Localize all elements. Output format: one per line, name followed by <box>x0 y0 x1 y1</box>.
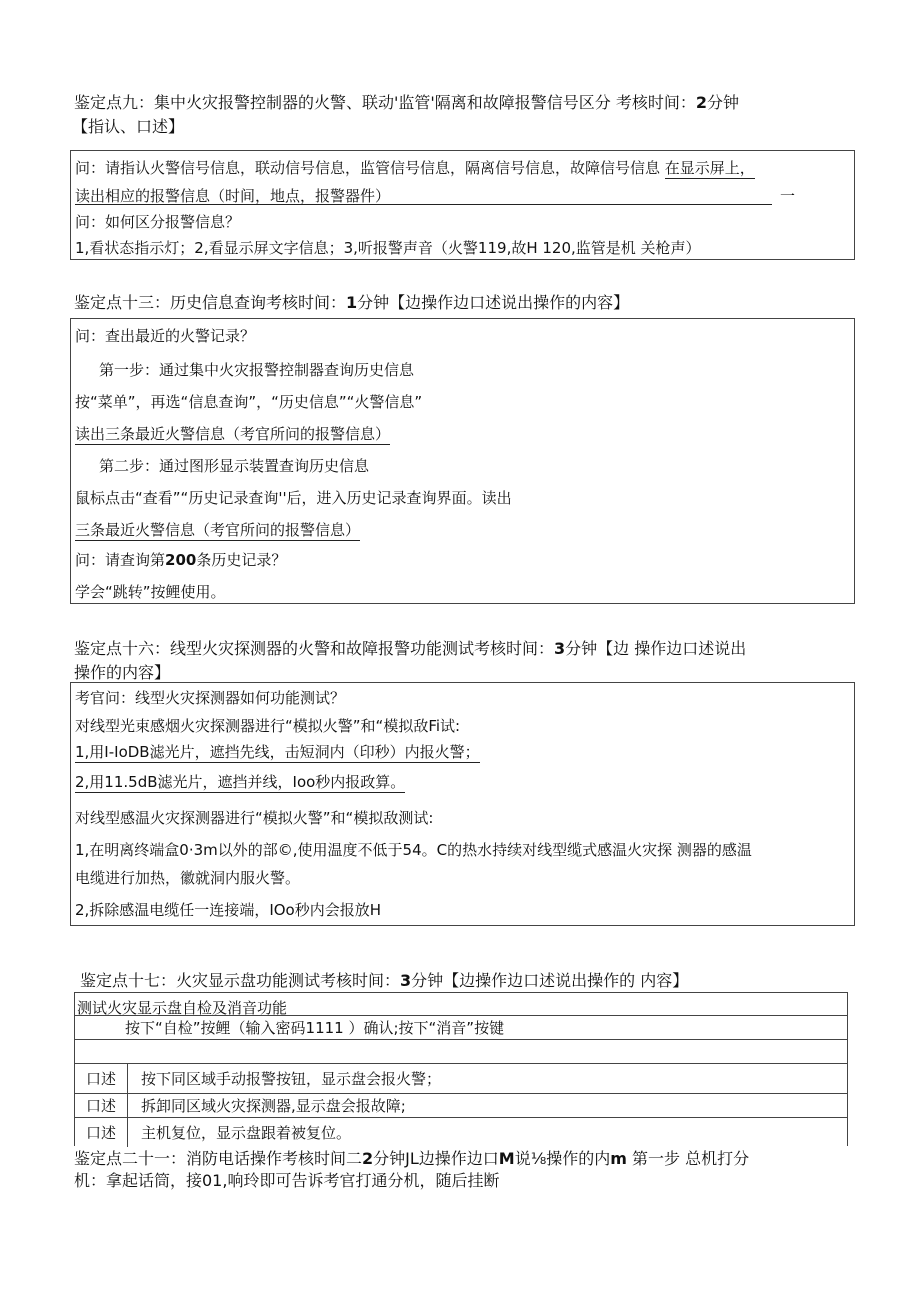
s17-row-1: 测试火灾显示盘自检及消音功能 <box>77 999 288 1017</box>
s13-line-4: 读出三条最近火警信息（考官所问的报警信息） <box>75 425 391 443</box>
s17-row-3 <box>75 1039 847 1063</box>
s9-line-1: 问：请指认火警信号信息，联动信号信息，监管信号信息，隔离信号信息，故障信号信息 在显示屏上， <box>75 159 755 177</box>
s13-line-3: 按“菜单”，再选“信息查询”，“历史信息”“火警信息” <box>75 393 423 411</box>
s16-line-7: 电缆进行加热，徽就洞内服火警。 <box>75 869 301 887</box>
s13-line-2: 第一步：通过集中火灾报警控制器查询历史信息 <box>99 361 415 379</box>
s17-row-tag-3: 口述 主机复位，显示盘跟着被复位。 <box>75 1117 847 1147</box>
s16-line-5: 对线型感温火灾探测器进行“模拟火警”和“模拟敌测试: <box>75 809 434 827</box>
s9-line-2-underline <box>75 204 772 205</box>
s21-heading: 鉴定点二十一：消防电话操作考核时间二2分钟JL边操作边口M说⅛操作的内m 第一步 总机打分 <box>74 1149 750 1168</box>
s16-box <box>70 682 855 926</box>
s17-table <box>74 992 848 1146</box>
s16-heading: 鉴定点十六：线型火灾探测器的火警和故障报警功能测试考核时间：3分钟【边 操作边口述说出 <box>74 639 747 658</box>
s9-heading: 鉴定点九：集中火灾报警控制器的火警、联动'监管'隔离和故障报警信号区分 考核时间：2分钟 <box>74 93 740 112</box>
s9-box <box>70 150 855 260</box>
s9-line-4: 1,看状态指示灯；2,看显示屏文字信息；3,听报警声音（火警119,故H 120,监管是机 关枪声） <box>75 239 701 257</box>
s13-line-9: 学会“跳转”按鲤使用。 <box>75 583 226 601</box>
s13-line-8: 问：请查询第200条历史记录？ <box>75 551 287 569</box>
s9-line-2: 读出相应的报警信息（时间，地点，报警器件） 一 <box>75 187 796 205</box>
s17-row-tag-1: 口述 按下同区域手动报警按钮，显示盘会报火警； <box>75 1063 847 1093</box>
s16-line-4: 2,用11.5dB滤光片，遮挡并线，Ioo秒内报政算。 <box>75 773 406 791</box>
s17-heading: 鉴定点十七：火灾显示盘功能测试考核时间：3分钟【边操作边口述说出操作的 内容】 <box>80 971 689 990</box>
s13-box <box>70 318 855 604</box>
s16-heading-sub: 操作的内容】 <box>74 663 171 682</box>
s13-line-6: 鼠标点击“查看”“历史记录查询''后，进入历史记录查询界面。读出 <box>75 489 512 507</box>
s16-line-8: 2,拆除感温电缆任一连接端，IOo秒内会报放H <box>75 901 382 919</box>
s16-line-2: 对线型光束感烟火灾探测器进行“模拟火警”和“模拟敌Fi试: <box>75 717 461 735</box>
s13-line-5: 第二步：通过图形显示装置查询历史信息 <box>99 457 370 475</box>
s16-line-1: 考官问：线型火灾探测器如何功能测试？ <box>75 689 346 707</box>
s9-heading-sub: 【指认、口述】 <box>72 117 185 136</box>
s21-line-2: 机：拿起话筒，接01,响玲即可告诉考官打通分机，随后挂断 <box>74 1171 500 1190</box>
s17-row-tag-2: 口述 拆卸同区域火灾探测器,显示盘会报故障; <box>75 1093 847 1117</box>
s13-heading: 鉴定点十三：历史信息查询考核时间：1分钟【边操作边口述说出操作的内容】 <box>74 293 630 312</box>
s16-line-6: 1,在明离终端盒0·3m以外的部©,使用温度不低于54。C的热水持续对线型缆式感温火灾探 测器的感温 <box>75 841 752 859</box>
s13-line-1: 问：查出最近的火警记录？ <box>75 327 256 345</box>
s16-line-3: 1,用I-IoDB滤光片，遮挡先线，击短洞内（印秒）内报火警； <box>75 743 480 761</box>
s13-line-7: 三条最近火警信息（考官所问的报警信息） <box>75 521 361 539</box>
s9-line-3: 问：如何区分报警信息？ <box>75 213 241 231</box>
s17-row-2: 按下“自检”按鲤（输入密码1111 ）确认;按下“消音”按键 <box>75 1015 847 1039</box>
